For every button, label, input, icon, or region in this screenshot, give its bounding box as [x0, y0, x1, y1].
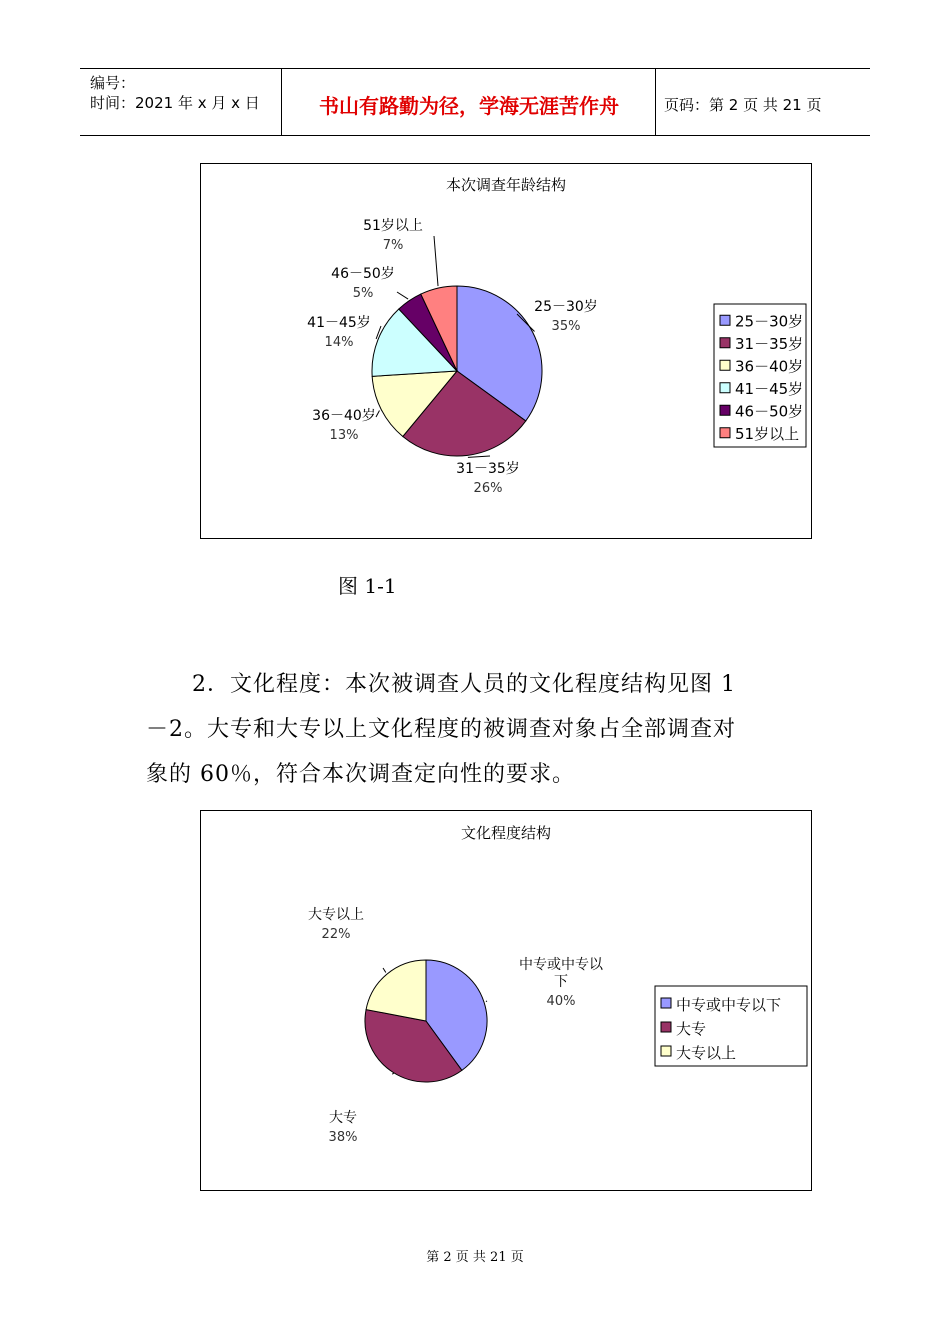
legend-swatch [661, 998, 671, 1008]
legend-entry: 中专或中专以下 [676, 996, 782, 1014]
header-time-label: 时间：2021 年 x 月 x 日 [90, 94, 260, 112]
header-divider-right [655, 68, 656, 136]
slice-percent: 40% [546, 994, 576, 1009]
leader-line [486, 1001, 487, 1002]
slice-percent: 13% [329, 428, 359, 443]
slice-label: 下 [554, 974, 568, 990]
chart-title: 本次调查年龄结构 [445, 176, 567, 194]
legend-swatch [661, 1046, 671, 1056]
slice-label: 36－40岁 [312, 408, 376, 424]
slice-percent: 14% [324, 335, 354, 350]
leader-line [397, 292, 408, 299]
figure1-caption: 图 1-1 [338, 574, 397, 598]
education-paragraph [146, 662, 814, 797]
education-structure-chart [200, 810, 812, 1191]
header-top-rule [80, 68, 870, 69]
paragraph-line-1: 2．文化程度：本次被调查人员的文化程度结构见图 1 [192, 672, 736, 697]
slice-label: 51岁以上 [363, 218, 423, 234]
age-structure-chart [200, 163, 812, 539]
header-motto: 书山有路勤为径，学海无涯苦作舟 [319, 94, 619, 118]
legend-swatch [720, 360, 730, 370]
slice-label: 大专 [329, 1110, 357, 1126]
paragraph-line-2: －2。大专和大专以上文化程度的被调查对象占全部调查对 [146, 717, 736, 742]
education-structure-pie-svg [201, 811, 811, 1190]
header-number-label: 编号： [90, 74, 136, 92]
slice-label: 31－35岁 [456, 461, 520, 477]
slice-percent: 26% [473, 481, 503, 496]
age-structure-pie-svg [201, 164, 811, 538]
legend-entry: 41－45岁 [735, 380, 804, 398]
header-divider-left [281, 68, 282, 136]
slice-percent: 22% [321, 927, 351, 942]
leader-line [392, 1073, 394, 1074]
slice-label: 25－30岁 [534, 299, 598, 315]
leader-line [434, 236, 438, 286]
chart-title: 文化程度结构 [460, 824, 552, 842]
legend-swatch [661, 1022, 671, 1032]
slice-percent: 5% [352, 286, 374, 301]
slice-percent: 7% [382, 238, 404, 253]
legend-entry: 31－35岁 [735, 335, 804, 353]
legend-entry: 51岁以上 [735, 425, 800, 443]
slice-label: 41－45岁 [307, 315, 371, 331]
legend-entry: 大专 [676, 1020, 707, 1038]
legend-entry: 46－50岁 [735, 402, 804, 421]
legend-swatch [720, 383, 730, 393]
slice-label: 46－50岁 [331, 266, 395, 282]
header-bottom-rule [80, 135, 870, 136]
slice-percent: 35% [551, 319, 581, 334]
legend-entry: 36－40岁 [735, 357, 804, 376]
legend-swatch [720, 428, 730, 438]
paragraph-line-3: 象的 60％，符合本次调查定向性的要求。 [146, 762, 575, 787]
legend-swatch [720, 338, 730, 348]
slice-label: 中专或中专以 [519, 957, 603, 973]
leader-line [383, 968, 386, 972]
slice-label: 大专以上 [308, 907, 364, 923]
legend-entry: 大专以上 [676, 1044, 737, 1062]
leader-line [376, 410, 379, 417]
leader-line [468, 456, 490, 457]
page-footer: 第 2 页 共 21 页 [426, 1250, 524, 1265]
slice-percent: 38% [328, 1130, 358, 1145]
legend-entry: 25－30岁 [735, 312, 804, 331]
legend-swatch [720, 315, 730, 325]
header-page-info: 页码：第 2 页 共 21 页 [664, 96, 822, 114]
legend-swatch [720, 405, 730, 415]
